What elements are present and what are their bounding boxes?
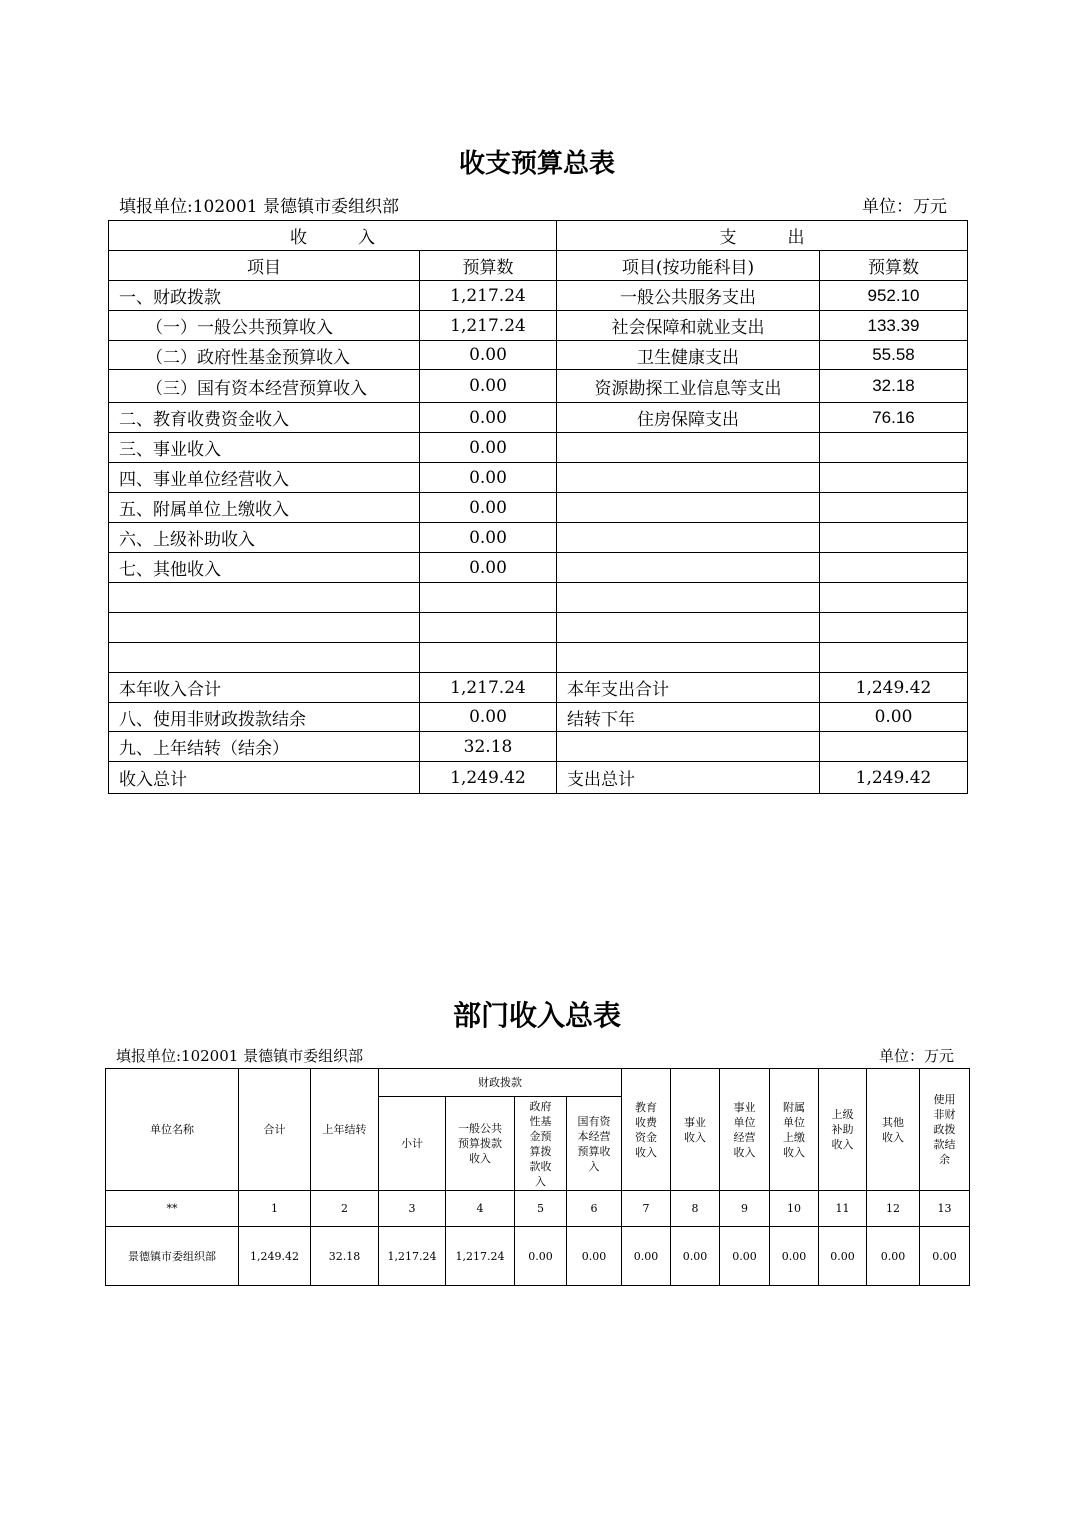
expense-item xyxy=(557,493,820,523)
hdr-business-op: 事业单位经营收入 xyxy=(720,1069,770,1191)
expense-item xyxy=(557,643,820,673)
data-cell: 1,217.24 xyxy=(446,1227,515,1286)
income-amount: 32.18 xyxy=(420,732,557,762)
income-item: （三）国有资本经营预算收入 xyxy=(109,370,420,403)
col-item-func: 项目(按功能科目) xyxy=(557,251,820,281)
income-item xyxy=(109,613,420,643)
dept-income-title: 部门收入总表 xyxy=(452,999,621,1032)
expense-amount xyxy=(820,613,968,643)
expense-amount: 0.00 xyxy=(820,703,968,732)
budget-row xyxy=(109,762,968,794)
expense-amount xyxy=(820,493,968,523)
expense-amount: 952.10 xyxy=(820,281,968,311)
data-cell: 1,217.24 xyxy=(379,1227,446,1286)
hdr-state-capital: 国有资本经营预算收入 xyxy=(567,1097,622,1191)
budget-row xyxy=(109,403,968,433)
data-cell: 0.00 xyxy=(867,1227,920,1286)
index-cell: 4 xyxy=(446,1191,515,1227)
data-cell: 0.00 xyxy=(770,1227,819,1286)
index-cell: 8 xyxy=(671,1191,720,1227)
income-amount xyxy=(420,613,557,643)
col-amount-2: 预算数 xyxy=(820,251,968,281)
index-cell: 1 xyxy=(239,1191,311,1227)
income-item: 四、事业单位经营收入 xyxy=(109,463,420,493)
index-cell: 5 xyxy=(515,1191,567,1227)
budget-row xyxy=(109,281,968,311)
data-cell: 0.00 xyxy=(515,1227,567,1286)
expense-item xyxy=(557,433,820,463)
index-cell: 11 xyxy=(819,1191,867,1227)
index-cell: 10 xyxy=(770,1191,819,1227)
income-item xyxy=(109,583,420,613)
data-cell: 0.00 xyxy=(671,1227,720,1286)
data-cell: 0.00 xyxy=(567,1227,622,1286)
index-cell: 13 xyxy=(920,1191,970,1227)
budget-row xyxy=(109,493,968,523)
budget-row xyxy=(109,673,968,703)
income-amount: 0.00 xyxy=(420,493,557,523)
data-cell: 0.00 xyxy=(920,1227,970,1286)
hdr-affiliated: 附属单位上缴收入 xyxy=(770,1069,819,1191)
expense-amount xyxy=(820,583,968,613)
expense-amount xyxy=(820,643,968,673)
hdr-education-fee: 教育收费资金收入 xyxy=(622,1069,671,1191)
hdr-prev-carry: 上年结转 xyxy=(311,1069,379,1191)
income-amount: 1,217.24 xyxy=(420,673,557,703)
income-amount: 1,249.42 xyxy=(420,762,557,794)
income-amount: 0.00 xyxy=(420,553,557,583)
index-cell: 12 xyxy=(867,1191,920,1227)
budget-row xyxy=(109,463,968,493)
col-amount: 预算数 xyxy=(420,251,557,281)
income-item: 一、财政拨款 xyxy=(109,281,420,311)
col-item: 项目 xyxy=(109,251,420,281)
budget-unit-label: 填报单位:102001 景德镇市委组织部 xyxy=(119,197,400,217)
hdr-superior-subsidy: 上级补助收入 xyxy=(819,1069,867,1191)
expense-amount xyxy=(820,553,968,583)
budget-row xyxy=(109,341,968,370)
expense-item: 一般公共服务支出 xyxy=(557,281,820,311)
expense-item: 资源勘探工业信息等支出 xyxy=(557,370,820,403)
income-item: （一）一般公共预算收入 xyxy=(109,311,420,341)
income-item: 二、教育收费资金收入 xyxy=(109,403,420,433)
income-item: 六、上级补助收入 xyxy=(109,523,420,553)
data-cell: 0.00 xyxy=(819,1227,867,1286)
hdr-subtotal: 小计 xyxy=(379,1097,446,1191)
expense-item: 卫生健康支出 xyxy=(557,341,820,370)
index-cell: 3 xyxy=(379,1191,446,1227)
expense-item xyxy=(557,463,820,493)
income-amount: 1,217.24 xyxy=(420,311,557,341)
income-amount: 0.00 xyxy=(420,341,557,370)
income-item: 本年收入合计 xyxy=(109,673,420,703)
budget-row xyxy=(109,523,968,553)
income-amount xyxy=(420,583,557,613)
expense-amount: 55.58 xyxy=(820,341,968,370)
budget-currency-label: 单位：万元 xyxy=(862,197,947,217)
income-item xyxy=(109,643,420,673)
expense-item xyxy=(557,553,820,583)
income-amount: 0.00 xyxy=(420,370,557,403)
expense-item: 结转下年 xyxy=(557,703,820,732)
expense-amount xyxy=(820,732,968,762)
income-amount: 1,217.24 xyxy=(420,281,557,311)
budget-row xyxy=(109,370,968,403)
income-amount: 0.00 xyxy=(420,703,557,732)
data-cell: 0.00 xyxy=(622,1227,671,1286)
expense-item xyxy=(557,613,820,643)
income-header: 收 入 xyxy=(109,221,557,251)
budget-title: 收支预算总表 xyxy=(458,149,615,179)
income-amount: 0.00 xyxy=(420,433,557,463)
data-cell: 0.00 xyxy=(720,1227,770,1286)
income-item: 三、事业收入 xyxy=(109,433,420,463)
expense-amount xyxy=(820,523,968,553)
budget-row xyxy=(109,583,968,613)
hdr-other: 其他收入 xyxy=(867,1069,920,1191)
income-item: 八、使用非财政拨款结余 xyxy=(109,703,420,732)
index-cell: ** xyxy=(106,1191,239,1227)
budget-row xyxy=(109,732,968,762)
expense-item: 支出总计 xyxy=(557,762,820,794)
budget-row xyxy=(109,613,968,643)
income-item: 九、上年结转（结余） xyxy=(109,732,420,762)
index-cell: 9 xyxy=(720,1191,770,1227)
hdr-unit-name: 单位名称 xyxy=(106,1069,239,1191)
budget-row xyxy=(109,553,968,583)
hdr-business-income: 事业收入 xyxy=(671,1069,720,1191)
expense-item: 本年支出合计 xyxy=(557,673,820,703)
hdr-total: 合计 xyxy=(239,1069,311,1191)
expense-item: 住房保障支出 xyxy=(557,403,820,433)
hdr-gov-fund: 政府性基金预算拨款收入 xyxy=(515,1097,567,1191)
income-item: 收入总计 xyxy=(109,762,420,794)
budget-row xyxy=(109,311,968,341)
budget-row xyxy=(109,643,968,673)
income-amount: 0.00 xyxy=(420,403,557,433)
data-cell: 景德镇市委组织部 xyxy=(106,1227,239,1286)
expense-amount: 32.18 xyxy=(820,370,968,403)
dept-unit-label: 填报单位:102001 景德镇市委组织部 xyxy=(116,1047,364,1065)
expense-amount: 76.16 xyxy=(820,403,968,433)
budget-row xyxy=(109,433,968,463)
hdr-fiscal-group: 财政拨款 xyxy=(379,1069,622,1097)
expense-item: 社会保障和就业支出 xyxy=(557,311,820,341)
income-amount: 0.00 xyxy=(420,523,557,553)
expense-amount: 1,249.42 xyxy=(820,762,968,794)
data-cell: 1,249.42 xyxy=(239,1227,311,1286)
dept-currency-label: 单位：万元 xyxy=(879,1047,955,1065)
expense-item xyxy=(557,732,820,762)
expense-amount xyxy=(820,433,968,463)
expense-amount: 133.39 xyxy=(820,311,968,341)
index-cell: 6 xyxy=(567,1191,622,1227)
dept-income-table xyxy=(105,1068,970,1286)
index-cell: 7 xyxy=(622,1191,671,1227)
budget-row xyxy=(109,703,968,732)
hdr-non-fiscal: 使用非财政拨款结余 xyxy=(920,1069,970,1191)
income-item: 五、附属单位上缴收入 xyxy=(109,493,420,523)
index-cell: 2 xyxy=(311,1191,379,1227)
index-row xyxy=(106,1191,970,1227)
expense-amount xyxy=(820,463,968,493)
budget-table xyxy=(108,220,968,794)
income-item: 七、其他收入 xyxy=(109,553,420,583)
income-amount: 0.00 xyxy=(420,463,557,493)
income-item: （二）政府性基金预算收入 xyxy=(109,341,420,370)
hdr-general-budget: 一般公共预算拨款收入 xyxy=(446,1097,515,1191)
expense-amount: 1,249.42 xyxy=(820,673,968,703)
data-row xyxy=(106,1227,970,1286)
data-cell: 32.18 xyxy=(311,1227,379,1286)
income-amount xyxy=(420,643,557,673)
expense-item xyxy=(557,523,820,553)
expense-item xyxy=(557,583,820,613)
expense-header: 支 出 xyxy=(557,221,968,251)
